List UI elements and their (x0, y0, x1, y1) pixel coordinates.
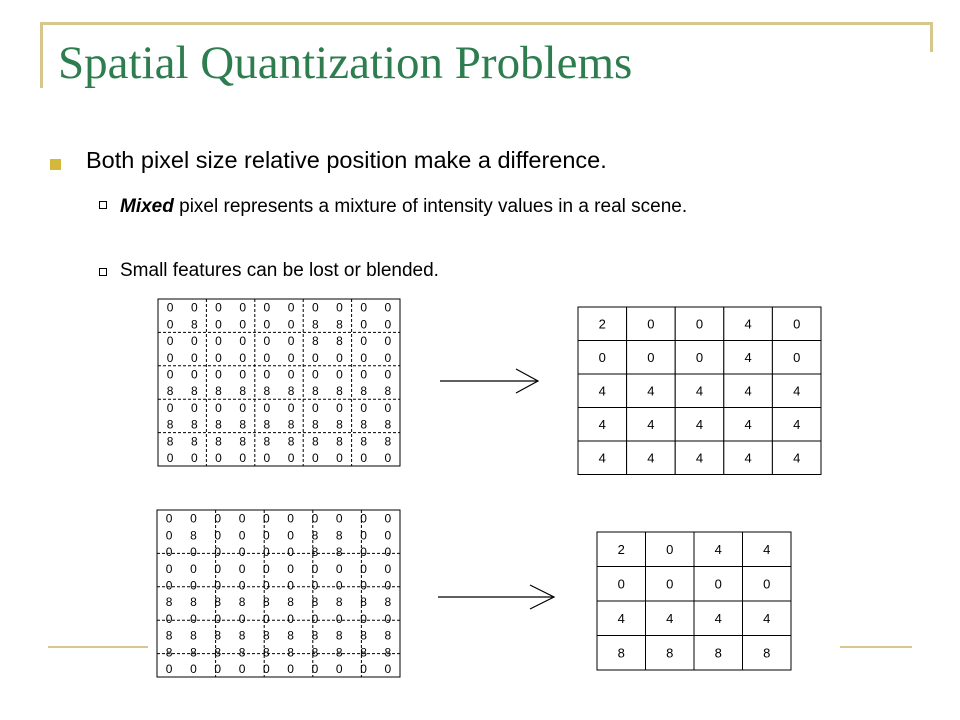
pixel-value: 0 (239, 367, 247, 382)
pixel-value: 8 (335, 545, 343, 560)
pixel-value: 0 (190, 400, 198, 415)
pixel-value: 0 (215, 300, 222, 315)
pixel-value: 0 (311, 511, 319, 526)
result-value: 4 (793, 450, 801, 466)
pixel-value: 8 (360, 628, 367, 643)
pixel-value: 0 (384, 561, 392, 576)
pixel-value: 8 (238, 628, 246, 643)
pixel-value: 0 (335, 578, 343, 593)
pixel-value: 0 (384, 367, 392, 382)
pixel-value: 8 (287, 645, 294, 660)
result-value: 0 (763, 576, 771, 592)
result-value: 2 (617, 541, 625, 557)
pixel-value: 8 (190, 434, 198, 449)
pixel-value: 8 (215, 434, 222, 449)
bullet-sub2-text: Small features can be lost or blended. (120, 260, 439, 281)
pixel-value: 0 (263, 511, 270, 526)
pixel-value: 0 (311, 400, 319, 415)
result-value: 4 (744, 450, 752, 466)
pixel-value: 0 (215, 400, 222, 415)
pixel-value: 0 (190, 561, 197, 576)
pixel-grid-bottom (157, 510, 400, 677)
pixel-value: 0 (239, 317, 247, 332)
pixel-value: 0 (384, 611, 392, 626)
pixel-value: 0 (190, 611, 197, 626)
pixel-value: 8 (336, 317, 343, 332)
pixel-value: 0 (190, 367, 198, 382)
slide-title: Spatial Quantization Problems (58, 37, 633, 89)
pixel-value: 8 (287, 628, 294, 643)
pixel-value: 0 (263, 300, 271, 315)
pixel-value: 8 (311, 384, 319, 399)
pixel-value: 0 (360, 400, 368, 415)
pixel-value: 0 (360, 528, 367, 543)
pixel-value: 0 (166, 450, 174, 465)
pixel-value: 8 (335, 628, 343, 643)
pixel-value: 0 (384, 528, 392, 543)
pixel-value: 0 (336, 300, 343, 315)
result-value: 0 (695, 349, 704, 365)
pixel-value: 8 (360, 595, 367, 610)
pixel-value: 0 (311, 450, 319, 465)
pixel-value: 0 (360, 350, 368, 365)
pixel-value: 8 (238, 645, 246, 660)
pixel-value: 0 (214, 545, 222, 560)
result-value: 4 (714, 541, 722, 557)
pixel-value: 8 (190, 628, 197, 643)
result-value: 0 (793, 316, 801, 332)
result-value: 4 (744, 316, 752, 332)
result-value: 4 (598, 383, 606, 399)
pixel-value: 8 (360, 384, 368, 399)
result-value: 0 (647, 349, 655, 365)
pixel-value: 8 (215, 417, 222, 432)
pixel-value: 0 (238, 661, 246, 676)
pixel-value: 8 (360, 645, 367, 660)
pixel-value: 0 (166, 400, 174, 415)
pixel-value: 8 (311, 334, 319, 349)
pixel-value: 8 (336, 334, 343, 349)
pixel-value: 8 (287, 434, 295, 449)
pixel-value: 8 (311, 595, 319, 610)
pixel-value: 8 (384, 628, 392, 643)
pixel-value: 0 (311, 350, 319, 365)
result-value: 4 (617, 610, 625, 626)
pixel-value: 0 (287, 578, 294, 593)
pixel-value: 0 (263, 578, 270, 593)
result-value: 0 (714, 576, 722, 592)
pixel-value: 0 (215, 367, 222, 382)
pixel-value: 8 (166, 417, 174, 432)
result-value: 0 (598, 349, 606, 365)
pixel-value: 0 (360, 450, 368, 465)
pixel-value: 0 (287, 611, 294, 626)
pixel-value: 0 (165, 611, 173, 626)
pixel-value: 8 (384, 595, 392, 610)
pixel-value: 0 (311, 661, 319, 676)
result-value: 0 (793, 349, 801, 365)
pixel-value: 0 (384, 578, 392, 593)
pixel-value: 0 (311, 367, 319, 382)
pixel-value: 8 (239, 434, 247, 449)
result-value: 0 (617, 576, 625, 592)
pixel-value: 0 (287, 350, 295, 365)
pixel-value: 8 (165, 595, 173, 610)
bullet-main-text: Both pixel size relative position make a difference. (86, 147, 607, 173)
pixel-value: 0 (287, 367, 295, 382)
pixel-value: 0 (165, 545, 173, 560)
pixel-value: 0 (360, 611, 367, 626)
pixel-value: 0 (190, 545, 197, 560)
pixel-value: 0 (239, 350, 247, 365)
result-value: 4 (763, 610, 771, 626)
pixel-value: 0 (336, 367, 343, 382)
pixel-value: 0 (287, 317, 295, 332)
right-arrow-icon (438, 585, 554, 609)
pixel-value: 0 (360, 334, 368, 349)
pixel-value: 0 (239, 450, 247, 465)
pixel-value: 0 (190, 661, 197, 676)
pixel-value: 0 (238, 511, 246, 526)
pixel-value: 0 (287, 450, 295, 465)
pixel-value: 8 (384, 645, 392, 660)
right-arrow-icon (440, 369, 538, 393)
pixel-value: 0 (215, 334, 222, 349)
pixel-value: 0 (263, 661, 270, 676)
result-value: 2 (598, 316, 606, 332)
pixel-value: 0 (214, 561, 222, 576)
pixel-value: 0 (239, 400, 247, 415)
pixel-value: 0 (287, 334, 295, 349)
pixel-value: 0 (215, 350, 222, 365)
pixel-value: 0 (238, 611, 246, 626)
pixel-value: 8 (239, 384, 247, 399)
pixel-value: 0 (263, 611, 270, 626)
pixel-value: 0 (165, 511, 173, 526)
pixel-value: 8 (190, 645, 197, 660)
pixel-value: 0 (190, 300, 198, 315)
pixel-value: 8 (190, 595, 197, 610)
pixel-value: 8 (360, 417, 368, 432)
pixel-value: 0 (263, 561, 270, 576)
result-value: 4 (793, 416, 801, 432)
pixel-value: 0 (311, 611, 319, 626)
pixel-value: 8 (263, 645, 270, 660)
result-value: 0 (647, 316, 655, 332)
pixel-value: 0 (238, 545, 246, 560)
pixel-value: 8 (336, 434, 343, 449)
pixel-value: 8 (384, 434, 392, 449)
pixel-value: 0 (190, 350, 198, 365)
pixel-value: 0 (287, 661, 294, 676)
result-grid-bottom (597, 532, 791, 670)
bullet-sub1-rest: pixel represents a mixture of intensity values in a real scene. (173, 196, 688, 217)
result-value: 0 (666, 576, 674, 592)
pixel-value: 8 (311, 628, 319, 643)
pixel-value: 0 (384, 545, 392, 560)
pixel-grid-top (158, 299, 400, 466)
result-value: 0 (695, 316, 704, 332)
result-value: 4 (695, 383, 704, 399)
pixel-value: 8 (336, 417, 343, 432)
pixel-value: 8 (263, 595, 270, 610)
pixel-value: 0 (165, 578, 173, 593)
result-value: 4 (598, 450, 606, 466)
pixel-value: 8 (263, 628, 270, 643)
pixel-value: 0 (190, 450, 198, 465)
pixel-value: 0 (287, 561, 294, 576)
result-value: 4 (744, 383, 752, 399)
result-value: 4 (647, 416, 655, 432)
pixel-value: 0 (238, 561, 246, 576)
result-value: 4 (666, 610, 674, 626)
pixel-value: 8 (166, 384, 174, 399)
result-value: 4 (714, 610, 722, 626)
pixel-value: 0 (287, 545, 294, 560)
pixel-value: 0 (335, 561, 343, 576)
result-value: 4 (647, 450, 655, 466)
pixel-value: 0 (263, 528, 270, 543)
pixel-value: 0 (238, 528, 246, 543)
result-value: 0 (666, 541, 674, 557)
pixel-value: 0 (214, 528, 222, 543)
pixel-value: 8 (311, 417, 319, 432)
pixel-value: 0 (360, 578, 367, 593)
pixel-value: 0 (287, 300, 295, 315)
pixel-value: 0 (214, 511, 222, 526)
pixel-value: 8 (287, 595, 294, 610)
pixel-value: 0 (263, 450, 271, 465)
pixel-value: 8 (311, 645, 319, 660)
pixel-value: 0 (165, 561, 173, 576)
pixel-value: 0 (360, 661, 367, 676)
result-value: 4 (695, 450, 704, 466)
pixel-value: 0 (384, 450, 392, 465)
pixel-value: 0 (166, 317, 174, 332)
pixel-value: 0 (166, 367, 174, 382)
pixel-value: 0 (360, 317, 368, 332)
result-value: 4 (598, 416, 606, 432)
pixel-value: 8 (190, 417, 198, 432)
pixel-value: 8 (335, 595, 343, 610)
pixel-value: 0 (287, 511, 294, 526)
pixel-value: 8 (190, 317, 198, 332)
pixel-value: 0 (215, 317, 222, 332)
pixel-value: 8 (166, 434, 174, 449)
pixel-value: 8 (214, 628, 222, 643)
pixel-value: 0 (335, 511, 343, 526)
pixel-value: 0 (336, 450, 343, 465)
pixel-value: 8 (238, 595, 246, 610)
pixel-value: 0 (214, 611, 222, 626)
pixel-value: 0 (239, 300, 247, 315)
result-value: 4 (695, 416, 704, 432)
pixel-value: 8 (287, 417, 295, 432)
pixel-value: 8 (336, 384, 343, 399)
result-value: 8 (617, 645, 625, 661)
pixel-value: 8 (360, 434, 368, 449)
pixel-value: 0 (311, 578, 319, 593)
pixel-value: 0 (190, 578, 197, 593)
pixel-value: 0 (190, 511, 197, 526)
pixel-value: 0 (238, 578, 246, 593)
pixel-value: 0 (166, 300, 174, 315)
pixel-value: 8 (335, 528, 343, 543)
pixel-value: 0 (166, 334, 174, 349)
pixel-value: 0 (166, 350, 174, 365)
pixel-value: 0 (263, 400, 271, 415)
pixel-value: 0 (384, 334, 392, 349)
pixel-value: 0 (336, 350, 343, 365)
pixel-value: 0 (214, 661, 222, 676)
pixel-value: 8 (384, 384, 392, 399)
pixel-value: 0 (360, 300, 368, 315)
pixel-value: 0 (311, 300, 319, 315)
pixel-value: 0 (335, 661, 343, 676)
pixel-value: 0 (384, 317, 392, 332)
result-value: 8 (714, 645, 722, 661)
pixel-value: 0 (360, 367, 368, 382)
pixel-value: 8 (239, 417, 247, 432)
result-value: 4 (744, 416, 752, 432)
pixel-value: 0 (336, 400, 343, 415)
pixel-value: 0 (215, 450, 222, 465)
pixel-value: 0 (360, 545, 367, 560)
pixel-value: 0 (263, 367, 271, 382)
pixel-value: 0 (165, 528, 173, 543)
pixel-value: 0 (360, 511, 367, 526)
pixel-value: 8 (311, 434, 319, 449)
pixel-value: 8 (311, 545, 319, 560)
pixel-value: 0 (263, 350, 271, 365)
pixel-value: 0 (214, 578, 222, 593)
pixel-value: 0 (360, 561, 367, 576)
result-value: 4 (647, 383, 655, 399)
result-value: 4 (744, 349, 752, 365)
result-value: 8 (666, 645, 674, 661)
pixel-value: 8 (263, 384, 271, 399)
pixel-value: 8 (384, 417, 392, 432)
pixel-value: 8 (214, 595, 222, 610)
pixel-value: 0 (384, 300, 392, 315)
pixel-value: 8 (263, 417, 271, 432)
pixel-value: 8 (165, 628, 173, 643)
pixel-value: 0 (239, 334, 247, 349)
pixel-value: 8 (311, 528, 319, 543)
pixel-value: 0 (263, 317, 271, 332)
pixel-value: 0 (165, 661, 173, 676)
pixel-value: 0 (287, 528, 294, 543)
pixel-value: 8 (190, 384, 198, 399)
pixel-value: 8 (190, 528, 197, 543)
result-grid-top (578, 307, 821, 475)
pixel-value: 8 (215, 384, 222, 399)
result-value: 8 (763, 645, 771, 661)
bullet-sub1-emphasis: Mixed (120, 196, 174, 217)
pixel-value: 0 (263, 545, 270, 560)
pixel-value: 8 (311, 317, 319, 332)
pixel-value: 0 (335, 611, 343, 626)
pixel-value: 0 (384, 661, 392, 676)
pixel-value: 8 (263, 434, 271, 449)
pixel-value: 0 (384, 350, 392, 365)
pixel-value: 0 (384, 511, 392, 526)
result-value: 4 (763, 541, 771, 557)
pixel-value: 0 (190, 334, 198, 349)
pixel-value: 8 (214, 645, 222, 660)
pixel-value: 8 (287, 384, 295, 399)
pixel-value: 8 (165, 645, 173, 660)
result-value: 4 (793, 383, 801, 399)
pixel-value: 0 (263, 334, 271, 349)
pixel-value: 0 (384, 400, 392, 415)
pixel-value: 0 (287, 400, 295, 415)
pixel-value: 8 (335, 645, 343, 660)
pixel-value: 0 (311, 561, 319, 576)
